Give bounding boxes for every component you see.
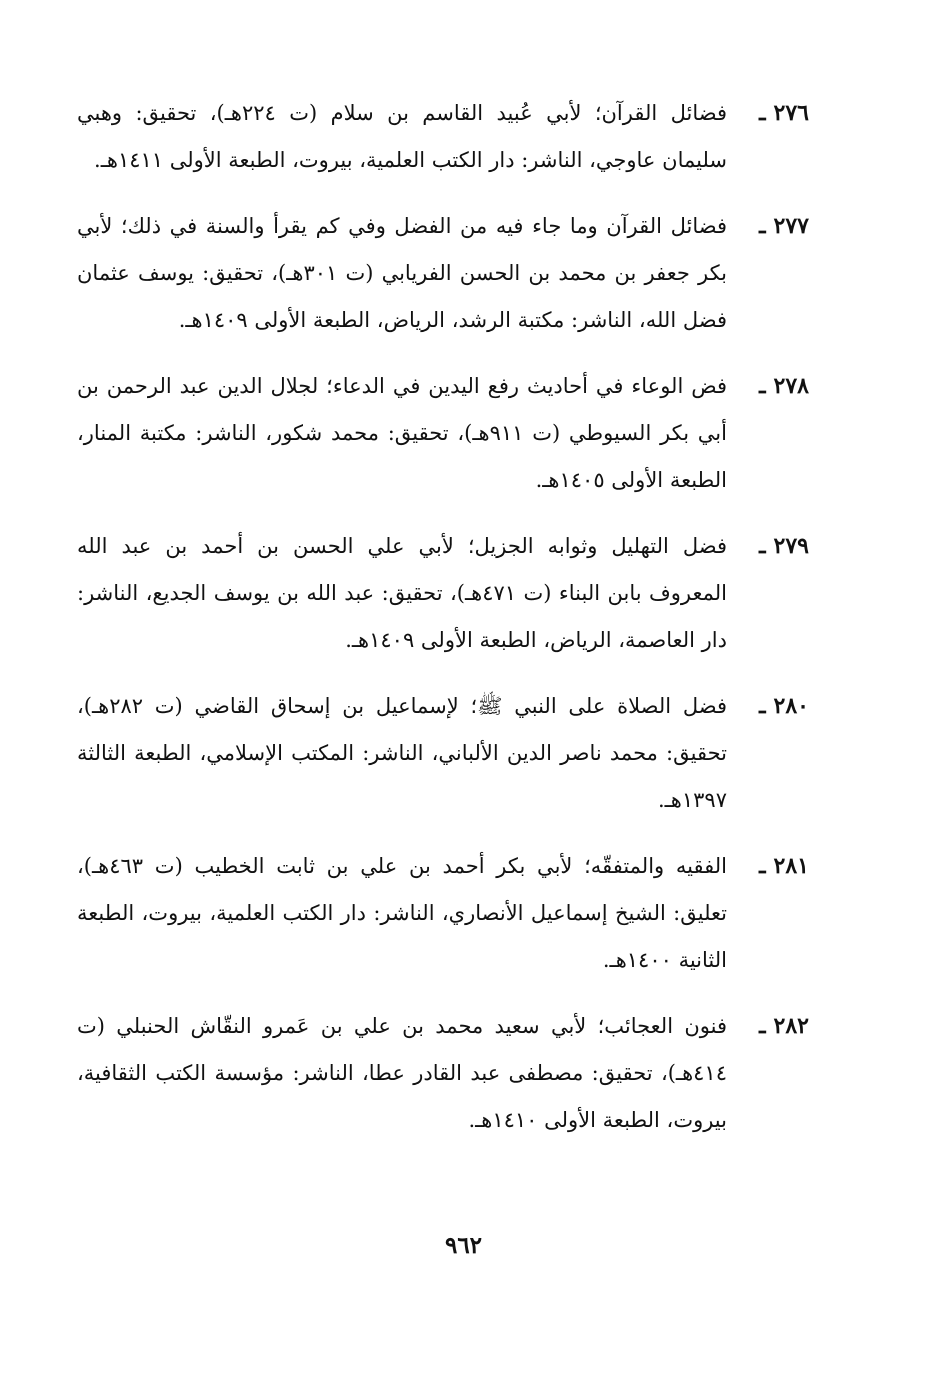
entry-number: ٢٧٨ـ (759, 373, 809, 399)
bibliography-entry-279 (77, 523, 809, 664)
bibliography-entry-281 (77, 843, 809, 984)
bibliography-entry-282 (77, 1003, 809, 1144)
bibliography-entry-276 (77, 90, 809, 184)
entry-text: الفقيه والمتفقّه؛ لأبي بكر أحمد بن علي بن ثابت الخطيب (ت ٤٦٣هـ)، تعليق: الشيخ إسماعيل الأنصاري، الناشر: دار الكتب العلمية، بيروت، الطبعة الثانية ١٤٠٠هـ. (77, 854, 727, 972)
entry-number: ٢٨١ـ (759, 853, 809, 879)
bibliography-entry-278 (77, 363, 809, 504)
entry-text: فض الوعاء في أحاديث رفع اليدين في الدعاء؛ لجلال الدين عبد الرحمن بن أبي بكر السيوطي (ت ٩١١هـ)، تحقيق: محمد شكور، الناشر: مكتبة المنار، الطبعة الأولى ١٤٠٥هـ. (77, 374, 727, 492)
entry-number: ٢٧٧ـ (759, 213, 809, 239)
bibliography-page (77, 90, 809, 1163)
entry-text: فنون العجائب؛ لأبي سعيد محمد بن علي بن عَمرو النقّاش الحنبلي (ت ٤١٤هـ)، تحقيق: مصطفى عبد القادر عطا، الناشر: مؤسسة الكتب الثقافية، بيروت، الطبعة الأولى ١٤١٠هـ. (77, 1014, 727, 1132)
bibliography-entry-280 (77, 683, 809, 824)
entry-text: فضل الصلاة على النبي ﷺ؛ لإسماعيل بن إسحاق القاضي (ت ٢٨٢هـ)، تحقيق: محمد ناصر الدين الألباني، الناشر: المكتب الإسلامي، الطبعة الثالثة ١٣٩٧هـ. (77, 694, 727, 812)
entry-number: ٢٨٠ـ (759, 693, 809, 719)
entry-number: ٢٧٦ـ (759, 100, 809, 126)
entry-text: فضائل القرآن؛ لأبي عُبيد القاسم بن سلام (ت ٢٢٤هـ)، تحقيق: وهبي سليمان عاوجي، الناشر: دار الكتب العلمية، بيروت، الطبعة الأولى ١٤١١هـ. (77, 101, 727, 172)
entry-text: فضائل القرآن وما جاء فيه من الفضل وفي كم يقرأ والسنة في ذلك؛ لأبي بكر جعفر بن محمد بن الحسن الفريابي (ت ٣٠١هـ)، تحقيق: يوسف عثمان فضل الله، الناشر: مكتبة الرشد، الرياض، الطبعة الأولى ١٤٠٩هـ. (77, 214, 728, 332)
entry-text: فضل التهليل وثوابه الجزيل؛ لأبي علي الحسن بن أحمد بن عبد الله المعروف بابن البناء (ت ٤٧١هـ)، تحقيق: عبد الله بن يوسف الجديع، الناشر: دار العاصمة، الرياض، الطبعة الأولى ١٤٠٩هـ. (77, 534, 727, 652)
page-number: ٩٦٢ (444, 1232, 483, 1259)
entry-number: ٢٧٩ـ (759, 533, 809, 559)
bibliography-entry-277 (77, 203, 809, 344)
entry-number: ٢٨٢ـ (759, 1013, 809, 1039)
